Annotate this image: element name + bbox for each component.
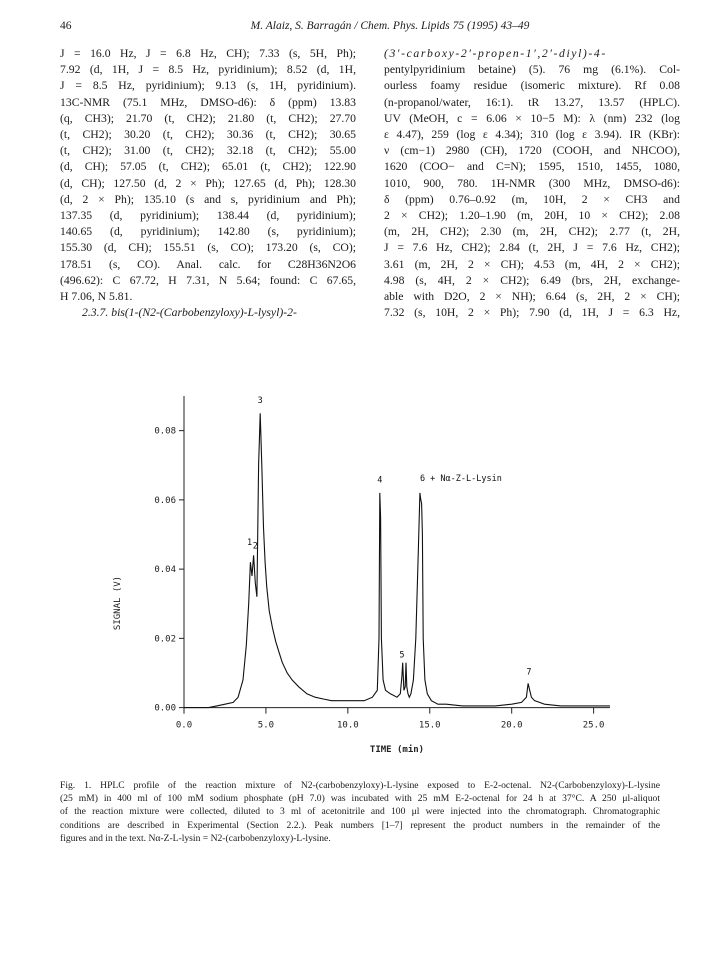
text-line: δ (ppm) 0.76–0.92 (m, 10H, 2 × CH3 and: [384, 192, 680, 206]
peak-label: 2: [252, 541, 258, 552]
text-line: (t, CH2); 30.20 (t, CH2); 30.36 (t, CH2); 30.65: [60, 128, 356, 142]
text-line: ν (cm−1) 2980 (CH), 1720 (COOH, and NHCOO),: [384, 144, 680, 158]
caption-line: (25 mM) in 400 ml of 100 mM sodium phosphate (pH 7.0) was incubated with 25 mM E-2-octenal for 24 h at 37°C. A 250 μl-aliquot: [60, 793, 660, 805]
text-line: (d, CH); 127.50 (d, 2 × Ph); 127.65 (d, Ph); 128.30: [60, 176, 356, 190]
text-line: J = 16.0 Hz, J = 6.8 Hz, CH); 7.33 (s, 5H, Ph);: [60, 47, 356, 60]
x-axis-label: TIME (min): [369, 745, 425, 755]
text-line: 1010, 900, 780. 1H-NMR (300 MHz, DMSO-d6):: [384, 176, 680, 190]
hplc-chart: [100, 378, 640, 768]
page-number: 46: [60, 20, 72, 32]
text-line: (d, 2 × Ph); 135.10 (s and s, pyridinium and Ph);: [60, 192, 356, 206]
text-line: (q, CH3); 21.70 (t, CH2); 21.80 (t, CH2); 27.70: [60, 111, 356, 125]
y-tick-label: 0.06: [154, 495, 176, 506]
text-line: (n-propanol/water, 16:1). tR 13.27, 13.57 (HPLC).: [384, 95, 680, 109]
text-line: ourless foamy residue (isomeric mixture). Rf 0.08: [384, 79, 680, 93]
text-line: 3.61 (m, 2H, 2 × CH); 4.53 (m, 4H, 2 × CH2);: [384, 257, 680, 271]
peak-label: 4: [377, 475, 383, 486]
peak-label: 3: [257, 395, 263, 406]
y-axis-label: SIGNAL (V): [113, 575, 123, 631]
caption-line: of the reaction mixture were collected, diluted to 3 ml of acetonitrile and 100 μl were injected into the chromatograph. Chromatographic: [60, 806, 660, 818]
text-line: (m, 2H, CH2); 2.30 (m, 2H, CH2); 2.77 (t, 2H,: [384, 225, 680, 239]
right-column: [384, 46, 680, 321]
text-line: 140.65 (d, pyridinium); 142.80 (s, pyridinium);: [60, 225, 356, 239]
text-line: J = 7.6 Hz, CH2); 2.84 (t, 2H, J = 7.6 Hz, CH2);: [384, 241, 680, 255]
x-tick-label: 25.0: [582, 720, 605, 731]
text-line: pentylpyridinium betaine) (5). 76 mg (6.1%). Col-: [384, 63, 680, 77]
chart-svg: [100, 378, 640, 768]
text-line: able with D2O, 2 × NH); 6.64 (s, 2H, 2 × CH);: [384, 290, 680, 304]
text-line: (496.62): C 67.72, H 7.31, N 5.64; found: C 67.65,: [60, 273, 356, 287]
running-head: M. Alaiz, S. Barragán / Chem. Phys. Lipids 75 (1995) 43–49: [250, 20, 530, 32]
text-line: (t, CH2); 31.00 (t, CH2); 32.18 (t, CH2); 55.00: [60, 144, 356, 158]
series-line: [184, 413, 610, 707]
left-column: [60, 46, 356, 321]
x-tick-label: 20.0: [500, 720, 523, 731]
peak-label: 6 + Nα-Z-L-Lysin: [419, 473, 502, 484]
peak-label: 1: [246, 537, 253, 548]
x-tick-label: 10.0: [337, 720, 359, 731]
text-line: H 7.06, N 5.81.: [60, 290, 133, 304]
text-line: (d, CH); 57.05 (t, CH2); 65.01 (t, CH2); 122.90: [60, 160, 356, 174]
x-tick-label: 5.0: [257, 720, 275, 731]
text-line: 155.30 (d, CH); 155.51 (s, CO); 173.20 (s, CO);: [60, 241, 356, 255]
text-line: 13C-NMR (75.1 MHz, DMSO-d6): δ (ppm) 13.83: [60, 95, 356, 109]
text-line: 7.32 (s, 10H, 2 × Ph); 7.90 (d, 1H, J = 6.3 Hz,: [384, 306, 680, 320]
caption-line: conditions are described in Experimental (Section 2.2.). Peak numbers [1–7] represent the product numbers in the remainder of the: [60, 819, 660, 831]
text-line: J = 8.5 Hz, pyridinium); 9.13 (s, 1H, pyridinium).: [60, 79, 356, 93]
text-line: 7.92 (d, 1H, J = 8.5 Hz, pyridinium); 8.52 (d, 1H,: [60, 63, 356, 77]
y-tick-label: 0.02: [154, 634, 176, 645]
peak-labels: [247, 396, 531, 678]
text-line: ε 4.47), 259 (log ε 4.34); 310 (log ε 3.94). IR (KBr):: [384, 128, 680, 142]
text-line: 2 × CH2); 1.20–1.90 (m, 20H, 10 × CH2); 2.08: [384, 209, 680, 223]
caption-line: Fig. 1. HPLC profile of the reaction mixture of N2-(carbobenzyloxy)-L-lysine exposed to E-2-octenal. N2-(Carbobenzyloxy)-L-lysine: [60, 780, 660, 791]
x-tick-label: 15.0: [418, 720, 441, 731]
text-line: 137.35 (d, pyridinium); 138.44 (d, pyridinium);: [60, 209, 356, 223]
x-tick-label: 0.0: [175, 720, 193, 731]
peak-label: 7: [526, 667, 532, 678]
text-line: UV (MeOH, c = 6.06 × 10−5 M): λ (nm) 232 (log: [384, 111, 680, 125]
figure-caption: [60, 779, 660, 845]
peak-label: 5: [399, 650, 405, 661]
chromatogram-trace: [184, 413, 610, 707]
y-tick-label: 0.08: [154, 426, 176, 437]
text-line: (3′-carboxy-2′-propen-1′,2′-diyl)-4-: [384, 47, 607, 60]
y-tick-label: 0.04: [154, 565, 176, 576]
axes: [154, 396, 610, 731]
text-line: 1620 (COO− and C=N); 1595, 1510, 1455, 1080,: [384, 160, 680, 174]
y-tick-label: 0.00: [154, 703, 176, 714]
text-line: 4.98 (s, 4H, 2 × CH2); 6.49 (brs, 2H, exchange-: [384, 273, 680, 287]
section-heading: 2.3.7. bis(1-(N2-(Carbobenzyloxy)-L-lysyl)-2-: [82, 306, 297, 320]
text-line: 178.51 (s, CO). Anal. calc. for C28H36N2O6: [60, 257, 356, 271]
caption-line: figures and in the text. Nα-Z-L-lysin = N2-(carbobenzyloxy)-L-lysine.: [60, 832, 331, 844]
